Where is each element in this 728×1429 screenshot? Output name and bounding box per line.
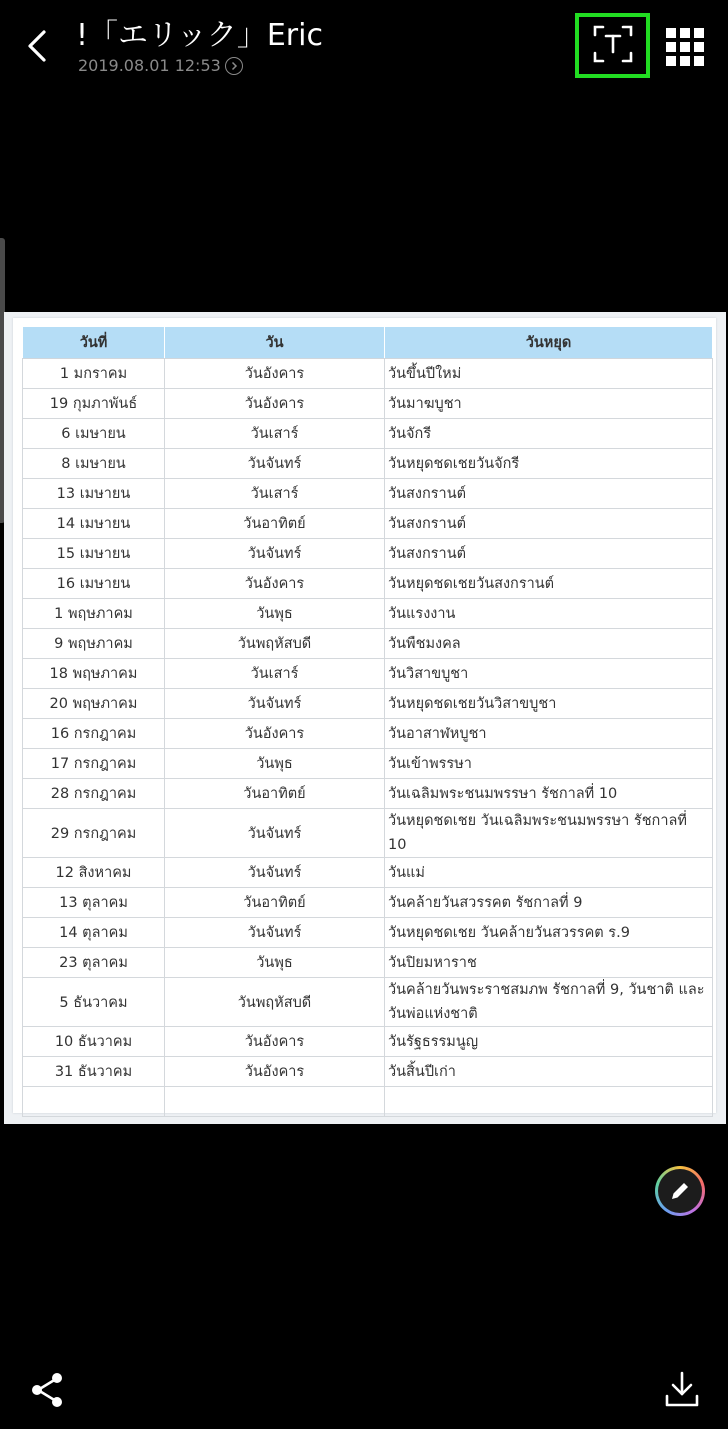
share-icon[interactable] — [30, 1372, 64, 1408]
photo-viewer-image — [4, 312, 726, 1124]
cell-holiday: วันขึ้นปีใหม่ — [385, 359, 713, 389]
cell-day: วันเสาร์ — [165, 659, 385, 689]
back-arrow-icon[interactable] — [22, 24, 56, 68]
cell-day: วันอาทิตย์ — [165, 779, 385, 809]
cell-date: 6 เมษายน — [23, 419, 165, 449]
cell-day: วันอังคาร — [165, 1057, 385, 1087]
cell-holiday: วันจักรี — [385, 419, 713, 449]
cell-day: วันจันทร์ — [165, 539, 385, 569]
table-row — [23, 888, 713, 918]
cell-date: 8 เมษายน — [23, 449, 165, 479]
header-day: วัน — [165, 327, 385, 359]
text-recognition-icon — [593, 25, 633, 67]
table-header-row — [23, 327, 713, 359]
cell-holiday: วันหยุดชดเชย วันเฉลิมพระชนมพรรษา รัชกาลที่ 10 — [385, 809, 713, 858]
cell-day: วันจันทร์ — [165, 449, 385, 479]
cell-date: 29 กรกฎาคม — [23, 809, 165, 858]
cell-date: 16 กรกฎาคม — [23, 719, 165, 749]
table-row — [23, 359, 713, 389]
cell-holiday: วันหยุดชดเชยวันสงกรานต์ — [385, 569, 713, 599]
cell-day: วันอังคาร — [165, 359, 385, 389]
cell-date: 1 มกราคม — [23, 359, 165, 389]
chat-title: !「エリック」Eric — [76, 18, 323, 53]
cell-day: วันพฤหัสบดี — [165, 978, 385, 1027]
edit-button[interactable] — [655, 1166, 705, 1216]
cell-date: 10 ธันวาคม — [23, 1027, 165, 1057]
cell-day: วันเสาร์ — [165, 479, 385, 509]
cell-date: 17 กรกฎาคม — [23, 749, 165, 779]
cell-holiday: วันหยุดชดเชย วันคล้ายวันสวรรคต ร.9 — [385, 918, 713, 948]
header-holiday: วันหยุด — [385, 327, 713, 359]
cell-date: 14 เมษายน — [23, 509, 165, 539]
cell-day: วันอาทิตย์ — [165, 888, 385, 918]
table-row — [23, 659, 713, 689]
table-row — [23, 449, 713, 479]
cell-date: 15 เมษายน — [23, 539, 165, 569]
cell-day: วันจันทร์ — [165, 809, 385, 858]
timestamp-text: 2019.08.01 12:53 — [78, 56, 221, 75]
table-row — [23, 509, 713, 539]
table-row — [23, 809, 713, 858]
cell-day: วันพุธ — [165, 599, 385, 629]
chevron-right-icon — [225, 57, 243, 75]
cell-holiday: วันหยุดชดเชยวันจักรี — [385, 449, 713, 479]
table-row — [23, 389, 713, 419]
cell-day: วันจันทร์ — [165, 858, 385, 888]
cell-holiday: วันแม่ — [385, 858, 713, 888]
text-recognition-button[interactable] — [575, 13, 650, 78]
cell-date: 31 ธันวาคม — [23, 1057, 165, 1087]
cell-holiday: วันหยุดชดเชยวันวิสาขบูชา — [385, 689, 713, 719]
cell-day — [165, 1087, 385, 1117]
cell-date: 5 ธันวาคม — [23, 978, 165, 1027]
cell-date: 19 กุมภาพันธ์ — [23, 389, 165, 419]
cell-date: 16 เมษายน — [23, 569, 165, 599]
cell-day: วันอังคาร — [165, 389, 385, 419]
cell-holiday: วันอาสาฬหบูชา — [385, 719, 713, 749]
cell-date: 23 ตุลาคม — [23, 948, 165, 978]
cell-day: วันพฤหัสบดี — [165, 629, 385, 659]
holiday-table — [22, 326, 713, 1117]
cell-date: 13 ตุลาคม — [23, 888, 165, 918]
table-row — [23, 779, 713, 809]
cell-holiday: วันเฉลิมพระชนมพรรษา รัชกาลที่ 10 — [385, 779, 713, 809]
cell-holiday: วันมาฆบูชา — [385, 389, 713, 419]
table-row — [23, 689, 713, 719]
cell-holiday: วันสงกรานต์ — [385, 479, 713, 509]
cell-holiday: วันวิสาขบูชา — [385, 659, 713, 689]
cell-day: วันอังคาร — [165, 719, 385, 749]
cell-holiday: วันคล้ายวันพระราชสมภพ รัชกาลที่ 9, วันชาติ และวันพ่อแห่งชาติ — [385, 978, 713, 1027]
cell-date: 18 พฤษภาคม — [23, 659, 165, 689]
cell-day: วันอังคาร — [165, 569, 385, 599]
top-bar — [0, 0, 728, 100]
cell-date: 9 พฤษภาคม — [23, 629, 165, 659]
cell-holiday: วันรัฐธรรมนูญ — [385, 1027, 713, 1057]
cell-holiday: วันสงกรานต์ — [385, 539, 713, 569]
table-row — [23, 569, 713, 599]
cell-holiday: วันแรงงาน — [385, 599, 713, 629]
cell-holiday: วันสิ้นปีเก่า — [385, 1057, 713, 1087]
cell-date — [23, 1087, 165, 1117]
grid-menu-icon[interactable] — [666, 28, 704, 66]
timestamp[interactable] — [78, 56, 243, 75]
cell-date: 12 สิงหาคม — [23, 858, 165, 888]
table-row — [23, 1027, 713, 1057]
table-row — [23, 948, 713, 978]
cell-day: วันอังคาร — [165, 1027, 385, 1057]
cell-date: 13 เมษายน — [23, 479, 165, 509]
table-row — [23, 918, 713, 948]
table-row — [23, 599, 713, 629]
header-date: วันที่ — [23, 327, 165, 359]
download-icon[interactable] — [664, 1370, 700, 1408]
cell-day: วันเสาร์ — [165, 419, 385, 449]
cell-holiday — [385, 1087, 713, 1117]
cell-day: วันพุธ — [165, 749, 385, 779]
table-row — [23, 629, 713, 659]
table-row — [23, 719, 713, 749]
table-row — [23, 1087, 713, 1117]
cell-holiday: วันพืชมงคล — [385, 629, 713, 659]
table-row — [23, 858, 713, 888]
table-body — [23, 359, 713, 1117]
edit-pencil-icon — [658, 1169, 702, 1213]
cell-holiday: วันเข้าพรรษา — [385, 749, 713, 779]
table-row — [23, 419, 713, 449]
cell-holiday: วันปิยมหาราช — [385, 948, 713, 978]
table-row — [23, 749, 713, 779]
cell-day: วันอาทิตย์ — [165, 509, 385, 539]
cell-day: วันพุธ — [165, 948, 385, 978]
holiday-table-sheet — [13, 318, 716, 1113]
table-row — [23, 978, 713, 1027]
cell-date: 20 พฤษภาคม — [23, 689, 165, 719]
table-row — [23, 1057, 713, 1087]
cell-date: 1 พฤษภาคม — [23, 599, 165, 629]
table-row — [23, 479, 713, 509]
cell-holiday: วันสงกรานต์ — [385, 509, 713, 539]
cell-day: วันจันทร์ — [165, 918, 385, 948]
cell-holiday: วันคล้ายวันสวรรคต รัชกาลที่ 9 — [385, 888, 713, 918]
table-row — [23, 539, 713, 569]
cell-day: วันจันทร์ — [165, 689, 385, 719]
cell-date: 14 ตุลาคม — [23, 918, 165, 948]
cell-date: 28 กรกฎาคม — [23, 779, 165, 809]
